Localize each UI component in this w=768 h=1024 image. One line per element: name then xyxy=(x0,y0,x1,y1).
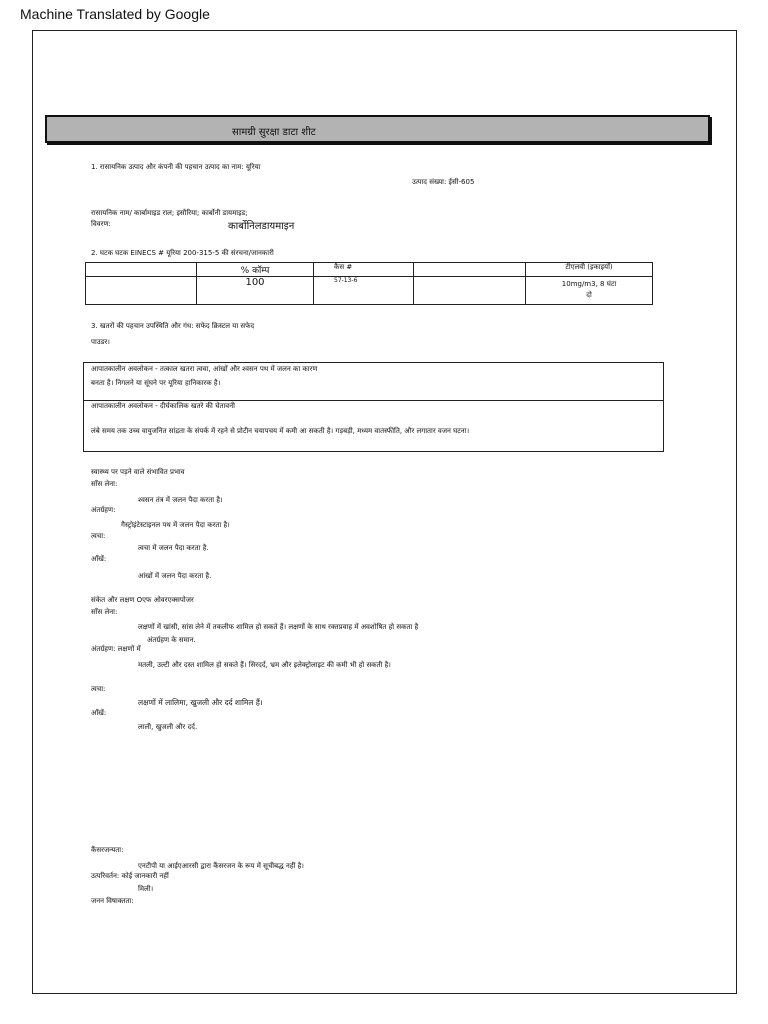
table-cell xyxy=(414,277,526,305)
carcinogenicity-label: कैंसरजन्यता: xyxy=(91,846,124,854)
signs-ingestion-text: मतली, उल्टी और दस्त शामिल हो सकते हैं। सिरदर्द, भ्रम और इलेक्ट्रोलाइट की कमी भी हो सकती है। xyxy=(138,661,391,669)
table-cell xyxy=(86,263,197,277)
eyes-text: आंखों में जलन पैदा करता है. xyxy=(138,572,212,580)
signs-inhalation-text: लक्षणों में खांसी, सांस लेने में तकलीफ शामिल हो सकते हैं। लक्षणों के साथ रक्तप्रवाह में अवशोषित हो सकता है xyxy=(138,623,419,631)
long-term-line-1: आपातकालीन अवलोकन - दीर्घकालिक खतरे की चेतावनी xyxy=(91,402,235,410)
signs-inhalation-label: साँस लेना: xyxy=(91,608,118,616)
table-cell xyxy=(414,263,526,277)
mutagenicity-text: मिली। xyxy=(138,885,154,893)
emergency-line-2: बनता है। निगलने या सूंघने पर यूरिया हानिकारक है। xyxy=(91,379,221,387)
product-number: उत्पाद संख्या: ईसी-605 xyxy=(412,178,475,186)
mutagenicity-label: उत्परिवर्तन: कोई जानकारी नहीं xyxy=(91,872,169,880)
health-effects-heading: स्वास्थ्य पर पड़ने वाले संभावित प्रभाव xyxy=(91,468,185,476)
section-3-continued: पाउडर। xyxy=(91,338,110,346)
signs-inhalation-text-2: अंतर्ग्रहण के समान. xyxy=(147,636,196,644)
description-value: कार्बोनिलडायमाइन xyxy=(228,221,295,232)
header-comp: % कॉम्प xyxy=(197,263,314,277)
long-term-hazard-box xyxy=(83,400,664,452)
inhalation-text: श्वसन तंत्र में जलन पैदा करता है। xyxy=(138,496,223,504)
comp-value: 100 xyxy=(197,277,314,305)
tlv-line-1: 10mg/m3, 8 घंटा xyxy=(561,280,617,288)
emergency-overview-box xyxy=(83,362,664,401)
section-3-heading: 3. खतरों की पहचान उपस्थिति और गंध: सफेद क्रिस्टल या सफेद xyxy=(91,322,255,330)
table-row xyxy=(86,277,653,305)
chemical-name: रासायनिक नाम/ कार्बामाइड राल; इसौरिया; कार्बोनी डायमाइड; xyxy=(91,209,248,217)
signs-eyes-text: लाली, खुजली और दर्द. xyxy=(138,723,198,731)
document-page xyxy=(32,30,737,994)
eyes-label: आँखें: xyxy=(91,555,107,563)
carcinogenicity-text: एनटीपी या आईएआरसी द्वारा कैंसरजन के रूप में सूचीबद्ध नहीं है। xyxy=(138,862,304,870)
ingestion-text: गैस्ट्रोइंटेस्टाइनल पथ में जलन पैदा करता है। xyxy=(121,521,230,529)
tlv-value xyxy=(526,277,653,305)
composition-table xyxy=(85,262,653,305)
header-tlv: टीएलवी (इकाइयाँ) xyxy=(526,263,653,277)
title-bar xyxy=(45,115,710,143)
signs-heading: संकेत और लक्षण Oएफ ओवरएक्सपोजर xyxy=(91,596,194,604)
page-title: सामग्री सुरक्षा डाटा शीट xyxy=(232,127,316,138)
machine-translated-banner: Machine Translated by Google xyxy=(20,6,210,22)
cas-value: 57-13-6 xyxy=(314,277,414,305)
signs-ingestion-label: अंतर्ग्रहण: लक्षणों में xyxy=(91,645,141,653)
section-1-heading: 1. रासायनिक उत्पाद और कंपनी की पहचान उत्पाद का नाम: यूरिया xyxy=(91,163,261,171)
reproductive-label: जनन विषाक्तता: xyxy=(91,897,134,905)
skin-text: त्वचा में जलन पैदा करता है. xyxy=(138,544,209,552)
tlv-line-2: दो xyxy=(586,291,592,299)
emergency-line-1: आपातकालीन अवलोकन - तत्काल खतरा त्वचा, आंखों और श्वसन पथ में जलन का कारण xyxy=(91,365,318,373)
inhalation-label: साँस लेना: xyxy=(91,480,118,488)
signs-skin-label: त्वचा: xyxy=(91,685,106,693)
table-cell xyxy=(86,277,197,305)
description-label: विवरण: xyxy=(91,220,111,228)
long-term-line-2: लंबे समय तक उच्च वायुजनित सांद्रता के संपर्क में रहने से प्रोटीन चयापचय में कमी आ सकती है। गड़बड़ी, मध्यम वातस्फीति, और लगातार वजन घटना। xyxy=(91,427,470,435)
ingestion-label: अंतर्ग्रहण: xyxy=(91,506,116,514)
table-header-row xyxy=(86,263,653,277)
header-cas: कैस # xyxy=(314,263,414,277)
signs-eyes-label: आँखें: xyxy=(91,709,107,717)
skin-label: त्वचा: xyxy=(91,532,106,540)
section-2-heading: 2. घटक घटक EINECS # यूरिया 200-315-5 की संरचना/जानकारी xyxy=(91,249,274,257)
signs-skin-text: लक्षणों में लालिमा, खुजली और दर्द शामिल हैं। xyxy=(138,698,263,707)
